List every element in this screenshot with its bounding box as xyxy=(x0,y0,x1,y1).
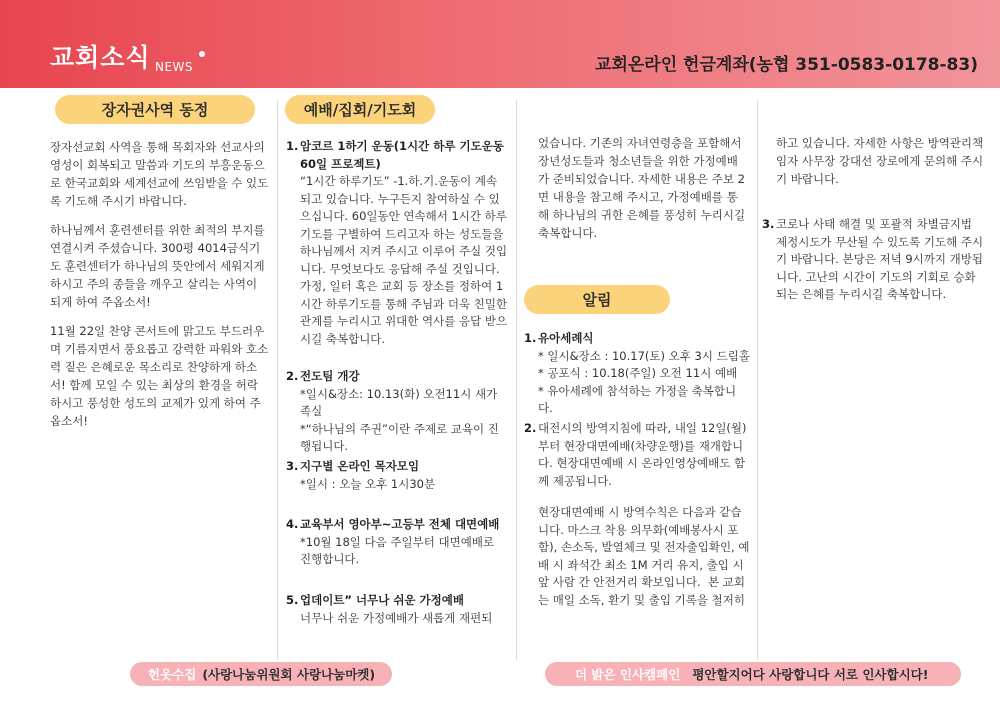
news-label: NEWS xyxy=(155,60,194,74)
notice-item xyxy=(524,330,750,418)
banner-label: 헌옷수집 xyxy=(148,667,197,682)
greeting-campaign-banner xyxy=(545,662,961,686)
notice-item xyxy=(524,420,750,609)
item-number: 5. xyxy=(286,593,299,607)
column-divider xyxy=(516,100,517,660)
worship-continued-text: 었습니다. 기존의 자녀연령층을 포함해서 장년성도들과 청소년들을 위한 가정예배가 준비되었습니다. 자세한 내용은 주보 2면 내용을 참고해 주시고, 가정예배를 통해 하나님의 귀한 은혜를 풍성히 누리시길 축복합니다. xyxy=(538,136,746,240)
decorative-dot-icon xyxy=(199,51,205,57)
item-title: 암코르 1하기 운동(1시간 하루 기도운동 60일 프로젝트) xyxy=(300,139,504,171)
notice-continued-text: 하고 있습니다. 자세한 사항은 방역관리책임자 사무장 강대선 장로에게 문의해 주시기 바랍니다. xyxy=(776,136,984,186)
section-worship-pill: 예배/집회/기도회 xyxy=(285,95,435,124)
item-line: 너무나 쉬운 가정예배가 새롭게 재편되 xyxy=(300,610,493,625)
item-line: 대전시의 방역지침에 따라, 내일 12일(월)부터 현장대면예배(차량운행)를 재개합니다. 현장대면예배 시 온라인영상예배도 함께 제공됩니다. xyxy=(538,421,747,488)
item-title: 업데이트” 너무나 쉬운 가정예배 xyxy=(300,593,464,607)
item-line: 코로나 사태 해결 및 포괄적 차별금지법 제정시도가 무산될 수 있도록 기도해 주시기 바랍니다. 본당은 저녁 9시까지 개방됩니다. 고난의 시간이 기도의 기회로 승화되는 은혜를 누리시길 축복합니다. xyxy=(776,217,984,301)
item-title: 교육부서 영아부~고등부 전체 대면예배 xyxy=(300,517,500,531)
banner-label: 더 밝은 인사캠페인 xyxy=(575,667,681,682)
item-line: * 유아세례에 참석하는 가정을 축복합니다. xyxy=(538,383,737,415)
item-line: *10월 18일 다음 주일부터 대면예배로 진행합니다. xyxy=(300,534,498,566)
banner-text: (사랑나눔위원회 사랑나눔마켓) xyxy=(202,667,376,682)
item-title: 지구별 온라인 목자모임 xyxy=(300,459,420,473)
worship-item xyxy=(286,138,511,348)
column-divider xyxy=(757,100,758,660)
ministry-paragraph: 11월 22일 찬양 콘서트에 맑고도 부드러우며 기름지면서 풍요롭고 강력한 파워와 호소력 짙은 은혜로운 목소리로 찬양하게 하소서! 함께 모일 수 있는 최상의 환경을 허락 하시고 풍성한 성도의 교제가 있게 하여 주옵소서! xyxy=(50,324,269,428)
item-title: 전도팀 개강 xyxy=(300,369,360,383)
clothes-collection-banner xyxy=(130,662,392,686)
header-banner xyxy=(0,0,1000,88)
section-notice-pill: 알림 xyxy=(524,285,670,314)
worship-item xyxy=(286,458,508,493)
item-line: *일시&장소: 10.13(화) 오전11시 새가족실 xyxy=(300,386,498,418)
item-line: * 일시&장소 : 10.17(토) 오후 3시 드림홀 xyxy=(538,348,750,363)
section-ministry-pill: 장자권사역 동정 xyxy=(55,95,255,124)
item-line: *일시 : 오늘 오후 1시30분 xyxy=(300,476,436,491)
item-line: “1시간 하루기도” -1.하.기.운동이 계속되고 있습니다. 누구든지 참여하실 수 있으십니다. 60일동안 연속해서 1시간 하루기도를 구별하여 드리고자 하는 성도들을 하나님께서 지켜 주시고 이루어 주실 것입니다. 무엇보다도 응답해 주실 것입니다. 가정, 일터 혹은 교회 등 장소를 정하여 1시간 하루기도를 통해 주님과 더욱 친밀한 관계를 누리시고 위대한 역사를 응답 받으시길 축복합니다. xyxy=(300,174,511,346)
worship-item xyxy=(286,368,508,456)
banner-text: 평안할지어다 사랑합니다 서로 인사합시다! xyxy=(692,667,929,682)
page-title: 교회소식 xyxy=(50,43,151,72)
item-number: 1. xyxy=(524,331,537,345)
ministry-paragraph: 하나님께서 훈련센터를 위한 최적의 부지를 연결시켜 주셨습니다. 300평 4014금식기도 훈련센터가 하나님의 뜻안에서 세워지게 하시고 주의 종들을 깨우고 살리는 사역이 되게 하여 주옵소서! xyxy=(50,223,265,309)
item-number: 4. xyxy=(286,517,299,531)
item-number: 3. xyxy=(762,217,775,231)
worship-item xyxy=(286,516,508,569)
notice-item xyxy=(762,216,984,304)
item-line: *“하나님의 주권”이란 주제로 교육이 진행됩니다. xyxy=(300,421,499,453)
item-number: 3. xyxy=(286,459,299,473)
offering-account: 교회온라인 헌금계좌(농협 351-0583-0178-83) xyxy=(595,55,978,75)
ministry-text xyxy=(50,138,270,441)
worship-item xyxy=(286,592,508,627)
item-number: 2. xyxy=(524,421,537,435)
item-line: * 공포식 : 10.18(주일) 오전 11시 예배 xyxy=(538,366,738,380)
item-number: 1. xyxy=(286,139,299,153)
item-line: 현장대면예배 시 방역수칙은 다음과 같습니다. 마스크 착용 의무화(예배봉사시 포함), 손소독, 발열체크 및 전자출입확인, 예배 시 좌석간 최소 1M 거리 유지, 출입 시 앞 사람 간 안전거리 확보입니다. 본 교회는 매일 소독, 환기 및 출입 기록을 철저히 xyxy=(538,505,750,607)
ministry-paragraph: 장자선교회 사역을 통해 목회자와 선교사의 영성이 회복되고 말씀과 기도의 부흥운동으로 한국교회와 세계선교에 쓰임받을 수 있도록 기도해 주시기 바랍니다. xyxy=(50,140,269,208)
item-number: 2. xyxy=(286,369,299,383)
column-divider xyxy=(277,100,278,660)
item-title: 유아세례식 xyxy=(538,331,594,345)
